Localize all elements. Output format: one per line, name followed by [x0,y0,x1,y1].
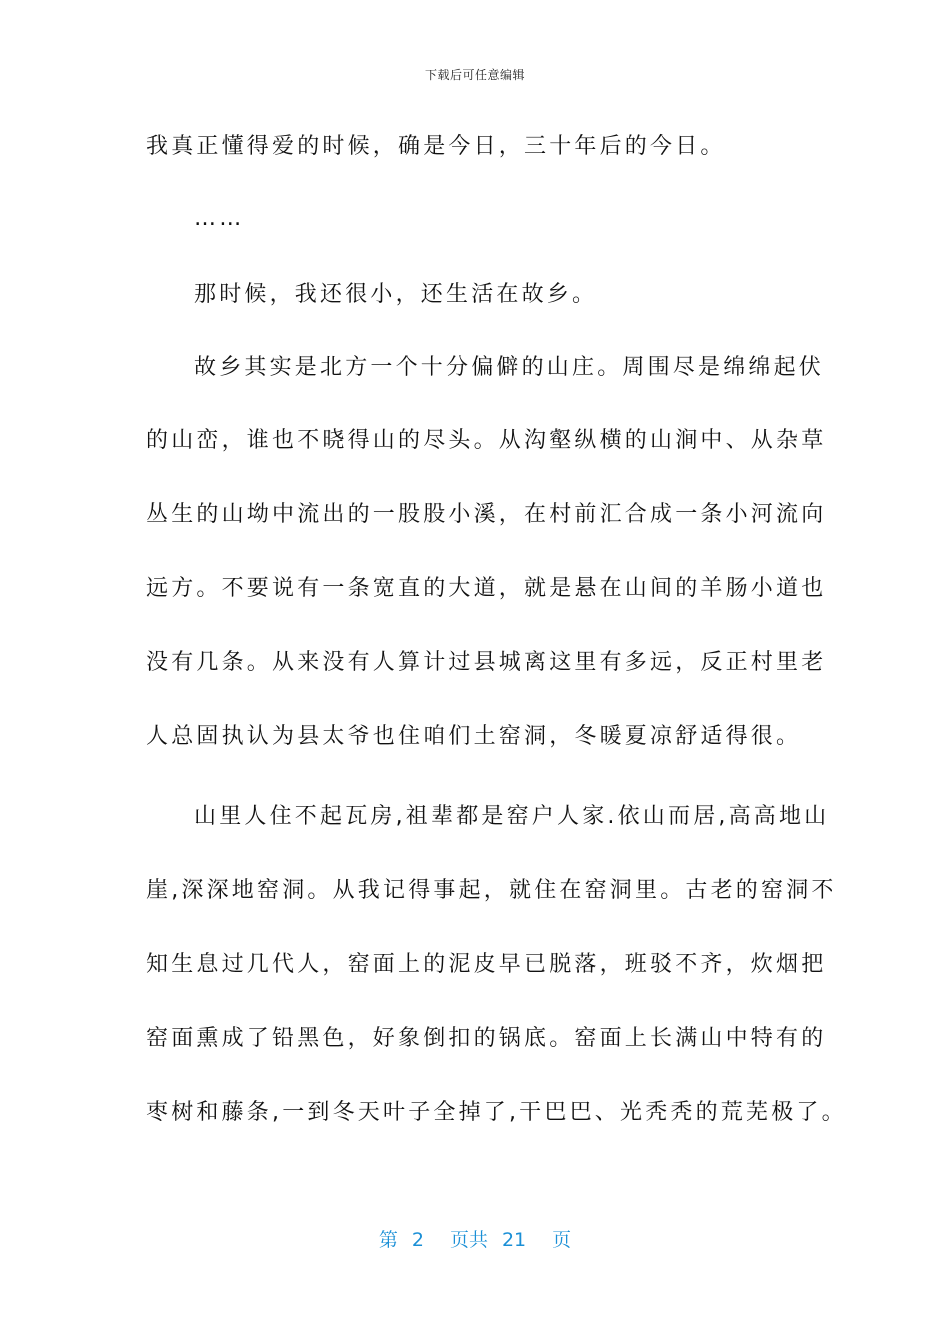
footer-middle: 页共 [449,1229,488,1251]
text-line: 枣树和藤条,一到冬天叶子全掉了,干巴巴、光秃秃的荒芜极了。 [146,1100,847,1125]
text-line: 远方。不要说有一条宽直的大道，就是悬在山间的羊肠小道也 [146,576,827,601]
text-line: 的山峦，谁也不晓得山的尽头。从沟壑纵横的山涧中、从杂草 [146,428,827,453]
text-line: 知生息过几代人，窑面上的泥皮早已脱落，班驳不齐，炊烟把 [146,952,827,977]
page-footer [0,1225,950,1252]
text-line: 丛生的山坳中流出的一股股小溪，在村前汇合成一条小河流向 [146,502,827,527]
text-line: 没有几条。从来没有人算计过县城离这里有多远，反正村里老 [146,650,827,675]
footer-suffix: 页 [552,1229,572,1251]
current-page-number: 2 [411,1229,424,1251]
text-line: 崖,深深地窑洞。从我记得事起，就住在窑洞里。古老的窑洞不 [146,878,837,903]
text-line: 故乡其实是北方一个十分偏僻的山庄。周围尽是绵绵起伏 [194,355,825,380]
text-line: 窑面熏成了铅黑色，好象倒扣的锅底。窑面上长满山中特有的 [146,1026,827,1051]
total-pages-number: 21 [501,1229,527,1251]
text-line: 我真正懂得爱的时候，确是今日，三十年后的今日。 [146,134,726,159]
footer-prefix: 第 [378,1229,398,1251]
text-line: 那时候，我还很小，还生活在故乡。 [194,282,598,307]
ellipsis-line: …… [194,206,245,231]
text-line: 山里人住不起瓦房,祖辈都是窑户人家.依山而居,高高地山 [194,804,830,829]
header-note: 下载后可任意编辑 [424,68,525,82]
text-line: 人总固执认为县太爷也住咱们土窑洞，冬暖夏凉舒适得很。 [146,724,802,749]
